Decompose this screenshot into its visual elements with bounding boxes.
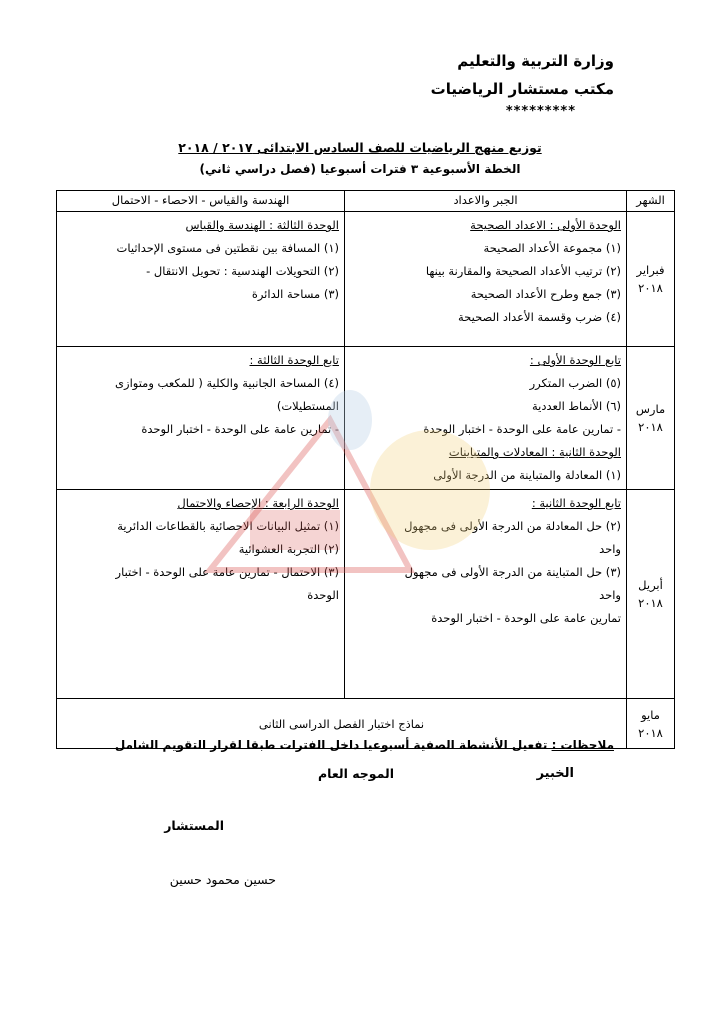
lesson-item: (٢) حل المعادلة من الدرجة الأولى فى مجهول [404,519,621,533]
advisor-name: حسين محمود حسين [169,872,276,887]
algebra-cell [345,212,627,347]
advisor-signature-label: المستشار [164,818,224,833]
lesson-item: واحد [599,588,621,602]
lesson-item: (١) المسافة بين نقطتين فى مستوى الإحداثيات [116,241,339,255]
unit-title: الوحدة الأولى : الاعداد الصحيحة [470,218,621,232]
month-name: فبراير [636,263,665,277]
notes-text: تفعيل الأنشطة الصفية أسبوعيا داخل الفترات طبقا لقرار التقويم الشامل [114,738,548,752]
lesson-item: (٣) حل المتباينة من الدرجة الأولى فى مجهول [404,565,621,579]
lesson-item: (٢) ترتيب الأعداد الصحيحة والمقارنة بينها [425,264,621,278]
lesson-item: (١) تمثيل البيانات الاحصائية بالقطاعات الدائرية [117,519,339,533]
notes-line [115,738,614,752]
month-year: ٢٠١٨ [638,725,663,740]
table-row [57,212,675,347]
office-heading: مكتب مستشار الرياضيات [430,80,614,98]
lesson-item: (٣) جمع وطرح الأعداد الصحيحة [470,287,621,301]
lesson-item: (٣) مساحة الدائرة [251,287,339,301]
document-title: توزيع منهج الرياضيات للصف السادس الابتدائى ٢٠١٧ / ٢٠١٨ [178,140,542,155]
lesson-item: المستطيلات) [276,399,339,413]
unit-title: تابع الوحدة الأولى : [529,353,621,367]
algebra-cell [345,490,627,699]
lesson-item: الوحدة [307,588,339,602]
month-name: أبريل [638,578,663,592]
lesson-item: (٥) الضرب المتكرر [529,376,621,390]
month-name: مارس [635,402,666,416]
header-separator: ********* [505,104,576,119]
notes-label: ملاحظات : [551,738,614,752]
lesson-item: (٤) ضرب وقسمة الأعداد الصحيحة [458,310,621,324]
unit-title: تابع الوحدة الثالثة : [249,353,339,367]
table-row [57,490,675,699]
month-year: ٢٠١٨ [638,281,663,295]
lesson-item: (٦) الأنماط العددية [532,399,621,413]
exam-text: نماذج اختبار الفصل الدراسى الثانى [258,716,425,731]
table-header-row [57,191,675,212]
month-cell [627,699,675,749]
header-algebra: الجبر والاعداد [345,191,627,212]
month-cell [627,347,675,490]
table-row [57,347,675,490]
unit-title: الوحدة الثالثة : الهندسة والقياس [185,218,339,232]
geometry-cell [57,347,345,490]
lesson-item: (٤) المساحة الجانبية والكلية ( للمكعب ومتوازى [115,376,339,390]
lesson-item: تمارين عامة على الوحدة - اختبار الوحدة [431,611,621,625]
header-month: الشهر [627,191,675,212]
month-cell [627,212,675,347]
lesson-item: واحد [599,542,621,556]
month-cell [627,490,675,699]
algebra-cell [345,347,627,490]
lesson-item: (٣) الاحتمال - تمارين عامة على الوحدة - اختبار [115,565,339,579]
lesson-item: - تمارين عامة على الوحدة - اختبار الوحدة [141,422,339,436]
month-year: ٢٠١٨ [638,596,663,610]
lesson-item: (٢) التجربة العشوائية [238,542,339,556]
expert-signature-label: الخبير [536,766,574,781]
supervisor-signature-label: الموجه العام [317,766,394,781]
unit-title: الوحدة الرابعة : الإحصاء والاحتمال [177,496,339,510]
lesson-item: (١) المعادلة والمتباينة من الدرجة الأولى [433,468,621,482]
document-subtitle: الخطة الأسبوعية ٣ فترات أسبوعيا (فصل دراسي ثاني) [199,162,521,176]
lesson-item: - تمارين عامة على الوحدة - اختبار الوحدة [423,422,621,436]
month-name: مايو [641,707,660,722]
ministry-heading: وزارة التربية والتعليم [457,52,614,70]
geometry-cell [57,490,345,699]
lesson-item: (٢) التحويلات الهندسية : تحويل الانتقال - [146,264,339,278]
curriculum-table [56,190,675,749]
month-year: ٢٠١٨ [638,420,663,434]
header-geometry: الهندسة والقياس - الاحصاء - الاحتمال [57,191,345,212]
lesson-item: (١) مجموعة الأعداد الصحيحة [483,241,621,255]
unit-title: الوحدة الثانية : المعادلات والمتباينات [448,445,621,459]
geometry-cell [57,212,345,347]
unit-title: تابع الوحدة الثانية : [531,496,621,510]
